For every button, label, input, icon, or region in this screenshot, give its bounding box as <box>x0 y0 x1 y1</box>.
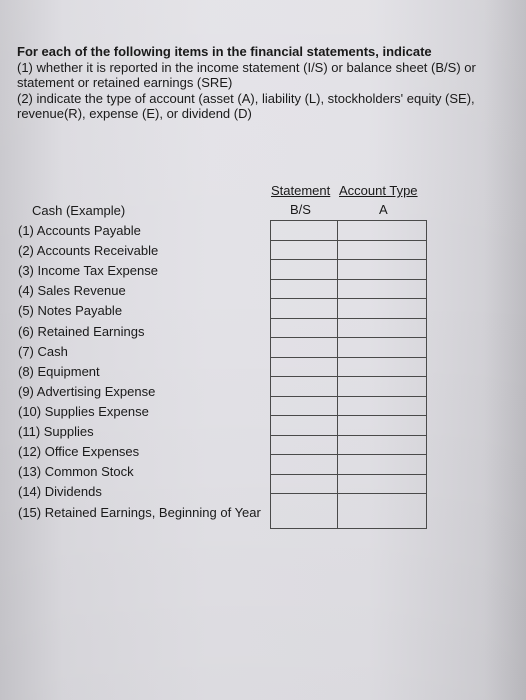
grid-row <box>271 494 427 529</box>
instruction-2: (2) indicate the type of account (asset (A), liability (L), stockholders' equity (SE), revenue(R), expense (E), or dividend (D) <box>17 90 475 121</box>
list-item: (9) Advertising Expense <box>18 383 156 399</box>
list-item: (8) Equipment <box>18 363 100 379</box>
grid-row <box>271 357 427 377</box>
account-type-cell[interactable] <box>338 455 427 475</box>
items-list <box>18 201 266 519</box>
account-type-cell[interactable] <box>338 377 427 397</box>
account-type-cell[interactable] <box>338 221 427 241</box>
list-item: (1) Accounts Payable <box>18 223 141 239</box>
list-item: (3) Income Tax Expense <box>18 263 158 279</box>
list-item: (13) Common Stock <box>18 464 134 480</box>
account-type-cell[interactable] <box>338 338 427 358</box>
statement-cell[interactable] <box>271 435 338 455</box>
instructions-heading: For each of the following items in the financial statements, indicate <box>17 44 432 59</box>
list-item-example: Cash (Example) <box>32 203 126 218</box>
statement-cell[interactable] <box>271 299 338 319</box>
instructions <box>17 44 522 122</box>
grid-row <box>271 240 427 260</box>
grid-row <box>271 279 427 299</box>
grid-row <box>271 338 427 358</box>
list-item: (14) Dividends <box>18 484 102 500</box>
statement-cell[interactable] <box>271 318 338 338</box>
statement-cell[interactable] <box>271 357 338 377</box>
statement-cell[interactable] <box>271 240 338 260</box>
example-statement-value: B/S <box>290 202 311 217</box>
statement-cell[interactable] <box>271 221 338 241</box>
statement-cell[interactable] <box>271 494 338 529</box>
account-type-cell[interactable] <box>338 299 427 319</box>
account-type-cell[interactable] <box>338 260 427 280</box>
answer-grid <box>270 220 427 529</box>
list-item: (4) Sales Revenue <box>18 283 126 299</box>
list-item: (6) Retained Earnings <box>18 323 145 339</box>
list-item: (11) Supplies <box>18 424 94 440</box>
grid-row <box>271 377 427 397</box>
list-item: (12) Office Expenses <box>18 444 140 460</box>
list-item: (5) Notes Payable <box>18 303 123 319</box>
grid-row <box>271 396 427 416</box>
account-type-cell[interactable] <box>338 474 427 494</box>
list-item: (15) Retained Earnings, Beginning of Year <box>18 505 261 521</box>
account-type-cell[interactable] <box>338 494 427 529</box>
account-type-cell[interactable] <box>338 357 427 377</box>
statement-cell[interactable] <box>271 377 338 397</box>
statement-cell[interactable] <box>271 260 338 280</box>
account-type-cell[interactable] <box>338 435 427 455</box>
statement-cell[interactable] <box>271 279 338 299</box>
account-type-cell[interactable] <box>338 318 427 338</box>
statement-cell[interactable] <box>271 455 338 475</box>
grid-row <box>271 455 427 475</box>
grid-row <box>271 260 427 280</box>
instruction-1: (1) whether it is reported in the income statement (I/S) or balance sheet (B/S) or statement or retained earnings (SRE) <box>17 59 476 90</box>
grid-row <box>271 221 427 241</box>
grid-row <box>271 474 427 494</box>
grid-row <box>271 435 427 455</box>
account-type-column-header: Account Type <box>339 183 418 198</box>
account-type-cell[interactable] <box>338 240 427 260</box>
statement-cell[interactable] <box>271 338 338 358</box>
statement-cell[interactable] <box>271 416 338 436</box>
example-type-value: A <box>379 202 388 217</box>
statement-column-header: Statement <box>271 183 331 198</box>
list-item: (7) Cash <box>18 343 68 359</box>
account-type-cell[interactable] <box>338 396 427 416</box>
statement-cell[interactable] <box>271 474 338 494</box>
grid-row <box>271 318 427 338</box>
grid-row <box>271 299 427 319</box>
list-item: (10) Supplies Expense <box>18 403 149 419</box>
account-type-cell[interactable] <box>338 416 427 436</box>
list-item: (2) Accounts Receivable <box>18 243 159 259</box>
grid-row <box>271 416 427 436</box>
statement-cell[interactable] <box>271 396 338 416</box>
account-type-cell[interactable] <box>338 279 427 299</box>
